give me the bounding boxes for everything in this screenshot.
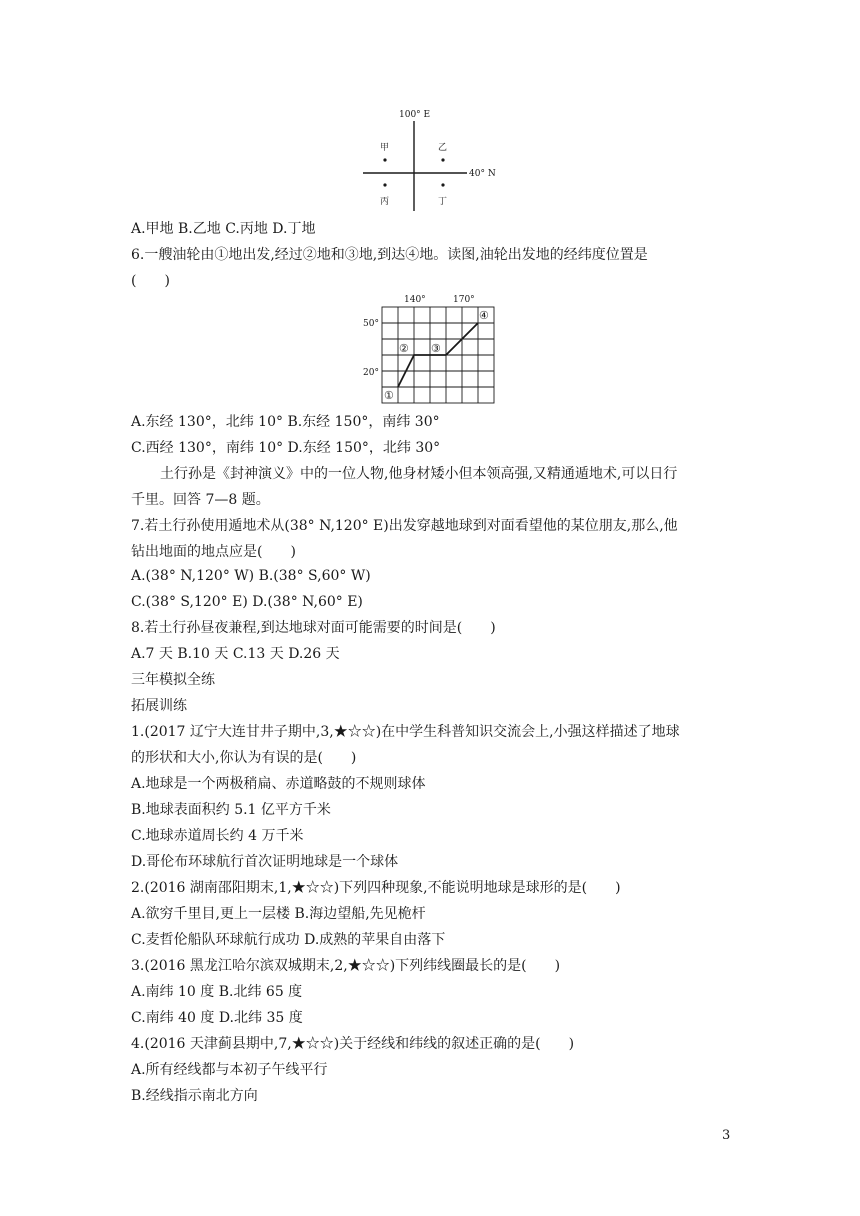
q5-options: A.甲地 B.乙地 C.丙地 D.丁地: [131, 221, 316, 237]
e1-option-b: B.地球表面积约 5.1 亿平方千米: [131, 802, 331, 818]
point-label-ding: 丁: [438, 197, 448, 207]
grid-label-140: 140°: [404, 295, 426, 305]
marker-3: ③: [431, 342, 441, 355]
e3-stem: 3.(2016 黑龙江哈尔滨双城期末,2,★☆☆)下列纬线圈最长的是( ): [131, 958, 561, 974]
point-ding: [441, 183, 444, 186]
marker-1: ①: [384, 389, 394, 402]
e2-options-cd: C.麦哲伦船队环球航行成功 D.成熟的苹果自由落下: [131, 932, 446, 948]
page-number: 3: [722, 1128, 731, 1143]
subsection-heading: 拓展训练: [131, 698, 187, 714]
q6-stem-line2: ( ): [131, 273, 170, 289]
q7-options-line2: C.(38° S,120° E) D.(38° N,60° E): [131, 594, 363, 610]
e1-option-c: C.地球赤道周长约 4 万千米: [131, 828, 304, 844]
point-label-bing: 丙: [380, 197, 390, 207]
q8-stem: 8.若土行孙昼夜兼程,到达地球对面可能需要的时间是( ): [131, 620, 496, 636]
e4-stem: 4.(2016 天津蓟县期中,7,★☆☆)关于经线和纬线的叙述正确的是( ): [131, 1036, 575, 1052]
q6-stem-line1: 6.一艘油轮由①地出发,经过②地和③地,到达④地。读图,油轮出发地的经纬度位置是: [131, 247, 648, 263]
q7-stem-line2: 钻出地面的地点应是( ): [131, 544, 296, 560]
parallel-label: 40° N: [469, 169, 496, 179]
e2-options-ab: A.欲穷千里目,更上一层楼 B.海边望船,先见桅杆: [131, 906, 426, 922]
q6-options-line2: C.西经 130°，南纬 10° D.东经 150°，北纬 30°: [131, 440, 441, 456]
point-label-yi: 乙: [438, 143, 448, 153]
q7-stem-line1: 7.若土行孙使用遁地术从(38° N,120° E)出发穿越地球到对面看望他的某位朋友,那么,他: [131, 518, 678, 534]
e4-option-a: A.所有经线都与本初子午线平行: [131, 1062, 328, 1078]
coordinate-figure: [355, 103, 515, 213]
route-grid-figure: [360, 293, 500, 408]
e1-stem-line1: 1.(2017 辽宁大连甘井子期中,3,★☆☆)在中学生科普知识交流会上,小强这样描述了地球: [131, 724, 680, 740]
e1-stem-line2: 的形状和大小,你认为有误的是( ): [131, 750, 357, 766]
q6-options-line1: A.东经 130°，北纬 10° B.东经 150°，南纬 30°: [131, 414, 440, 430]
point-jia: [383, 158, 386, 161]
passage-line1: 土行孙是《封神演义》中的一位人物,他身材矮小但本领高强,又精通遁地术,可以日行: [160, 466, 678, 482]
meridian-label: 100° E: [399, 110, 431, 120]
section-heading: 三年模拟全练: [131, 672, 215, 688]
point-yi: [441, 158, 444, 161]
grid-label-170: 170°: [453, 295, 475, 305]
q7-options-line1: A.(38° N,120° W) B.(38° S,60° W): [131, 568, 371, 584]
e3-options-ab: A.南纬 10 度 B.北纬 65 度: [131, 984, 303, 1000]
grid-label-20: 20°: [363, 368, 379, 378]
e4-option-b: B.经线指示南北方向: [131, 1088, 258, 1104]
e1-option-a: A.地球是一个两极稍扁、赤道略鼓的不规则球体: [131, 776, 426, 792]
grid-label-50: 50°: [363, 319, 379, 329]
marker-4: ④: [479, 309, 489, 322]
e1-option-d: D.哥伦布环球航行首次证明地球是一个球体: [131, 854, 399, 870]
q8-options: A.7 天 B.10 天 C.13 天 D.26 天: [131, 646, 340, 662]
e3-options-cd: C.南纬 40 度 D.北纬 35 度: [131, 1010, 303, 1026]
point-bing: [383, 183, 386, 186]
e2-stem: 2.(2016 湖南邵阳期末,1,★☆☆)下列四种现象,不能说明地球是球形的是( ): [131, 880, 621, 896]
passage-line2: 千里。回答 7—8 题。: [131, 492, 270, 508]
point-label-jia: 甲: [380, 143, 390, 153]
marker-2: ②: [399, 342, 409, 355]
